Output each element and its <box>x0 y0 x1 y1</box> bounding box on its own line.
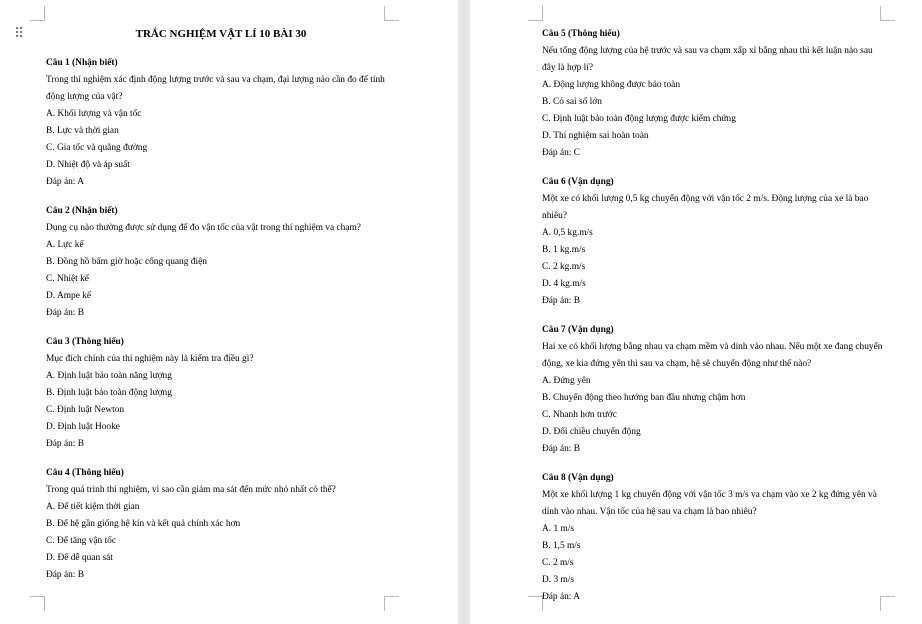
answer-option: D. 4 kg.m/s <box>542 279 586 289</box>
answer-option: A. 0,5 kg.m/s <box>542 228 593 238</box>
answer-option: B. Lực và thời gian <box>46 126 119 136</box>
margin-corner-mark <box>30 6 45 21</box>
margin-corner-mark <box>880 6 895 21</box>
question-block <box>542 470 887 606</box>
margin-corner-mark <box>528 6 543 21</box>
question-heading: Câu 4 (Thông hiểu) <box>46 468 124 478</box>
question-heading: Câu 8 (Vận dụng) <box>542 473 614 483</box>
answer-option: C. Gia tốc và quãng đường <box>46 143 148 153</box>
answer-option: B. 1 kg.m/s <box>542 245 586 255</box>
answer-option: D. 3 m/s <box>542 575 575 585</box>
answer-option: A. Đứng yên <box>542 376 591 386</box>
question-block <box>46 55 396 191</box>
margin-corner-mark <box>30 596 45 611</box>
answer-option: D. Ampe kế <box>46 291 92 301</box>
answer-option: A. 1 m/s <box>542 524 575 534</box>
answer-option: B. Đồng hồ bấm giờ hoặc cổng quang điện <box>46 257 207 267</box>
question-stem: Một xe có khối lượng 0,5 kg chuyển động với vận tốc 2 m/s. Động lượng của xe là bao nhiêu? <box>542 194 869 221</box>
answer-option: B. Có sai số lớn <box>542 97 602 107</box>
answer-option: C. 2 m/s <box>542 558 574 568</box>
answer-option: C. Định luật bảo toàn động lượng được kiểm chứng <box>542 114 736 124</box>
question-stem: Nếu tổng động lượng của hệ trước và sau va chạm xấp xỉ bằng nhau thì kết luận nào sau đây là hợp lí? <box>542 46 873 73</box>
answer-option: A. Khối lượng và vận tốc <box>46 109 142 119</box>
question-heading: Câu 7 (Vận dụng) <box>542 325 614 335</box>
question-block <box>542 174 887 310</box>
answer-key: Đáp án: B <box>542 296 581 306</box>
question-stem: Một xe khối lượng 1 kg chuyển động với vận tốc 3 m/s va chạm vào xe 2 kg đứng yên và dính vào nhau. Vận tốc của hệ sau va chạm là bao nhiêu? <box>542 490 877 517</box>
question-block <box>542 322 887 458</box>
answer-option: D. Nhiệt độ và áp suất <box>46 160 130 170</box>
answer-option: B. Định luật bảo toàn động lượng <box>46 388 172 398</box>
answer-option: B. Chuyển động theo hướng ban đầu nhưng chậm hơn <box>542 393 746 403</box>
margin-corner-mark <box>384 6 399 21</box>
answer-option: C. 2 kg.m/s <box>542 262 586 272</box>
question-block <box>542 26 887 162</box>
margin-corner-mark <box>528 596 543 611</box>
margin-corner-mark <box>384 596 399 611</box>
answer-option: C. Định luật Newton <box>46 405 125 415</box>
question-stem: Dụng cụ nào thường được sử dụng để đo vận tốc của vật trong thí nghiệm va chạm? <box>46 223 361 233</box>
question-heading: Câu 1 (Nhận biết) <box>46 58 118 68</box>
answer-option: A. Định luật bảo toàn năng lượng <box>46 371 172 381</box>
answer-option: A. Lực kế <box>46 240 84 250</box>
document-title: TRẮC NGHIỆM VẬT LÍ 10 BÀI 30 <box>135 28 307 40</box>
answer-option: C. Nhanh hơn trước <box>542 410 617 420</box>
question-block <box>46 465 396 584</box>
document-page-left <box>0 0 458 624</box>
drag-handle-icon[interactable]: ⠿ <box>14 26 26 42</box>
question-stem: Mục đích chính của thí nghiệm này là kiểm tra điều gì? <box>46 354 254 364</box>
answer-key: Đáp án: B <box>46 570 85 580</box>
page-content-left <box>46 26 396 596</box>
answer-key: Đáp án: A <box>46 177 85 187</box>
question-block <box>46 203 396 322</box>
answer-key: Đáp án: A <box>542 592 581 602</box>
answer-option: A. Động lượng không được bảo toàn <box>542 80 681 90</box>
answer-key: Đáp án: C <box>542 148 581 158</box>
answer-key: Đáp án: B <box>46 308 85 318</box>
document-page-right <box>470 0 922 624</box>
question-heading: Câu 2 (Nhận biết) <box>46 206 118 216</box>
question-stem: Trong thí nghiệm xác định động lượng trước và sau va chạm, đại lượng nào cần đo để tính động lượng của vật? <box>46 75 385 102</box>
answer-option: C. Để tăng vận tốc <box>46 536 117 546</box>
answer-option: C. Nhiệt kế <box>46 274 89 284</box>
answer-option: B. 1,5 m/s <box>542 541 581 551</box>
question-heading: Câu 5 (Thông hiểu) <box>542 29 620 39</box>
answer-option: D. Đổi chiều chuyển động <box>542 427 641 437</box>
answer-key: Đáp án: B <box>46 439 85 449</box>
question-stem: Trong quá trình thí nghiệm, vì sao cần giảm ma sát đến mức nhỏ nhất có thể? <box>46 485 336 495</box>
answer-option: D. Thí nghiệm sai hoàn toàn <box>542 131 649 141</box>
answer-option: B. Để hệ gần giống hệ kín và kết quả chính xác hơn <box>46 519 241 529</box>
answer-option: D. Định luật Hooke <box>46 422 120 432</box>
answer-key: Đáp án: B <box>542 444 581 454</box>
question-heading: Câu 3 (Thông hiểu) <box>46 337 124 347</box>
question-heading: Câu 6 (Vận dụng) <box>542 177 614 187</box>
question-stem: Hai xe có khối lượng bằng nhau va chạm mềm và dính vào nhau. Nếu một xe đang chuyển động, xe kia đứng yên thì sau va chạm, hệ sẽ chuyển động như thế nào? <box>542 342 883 369</box>
page-gutter <box>458 0 470 624</box>
answer-option: A. Để tiết kiệm thời gian <box>46 502 140 512</box>
page-content-right <box>542 26 887 618</box>
question-block <box>46 334 396 453</box>
answer-option: D. Để dễ quan sát <box>46 553 113 563</box>
